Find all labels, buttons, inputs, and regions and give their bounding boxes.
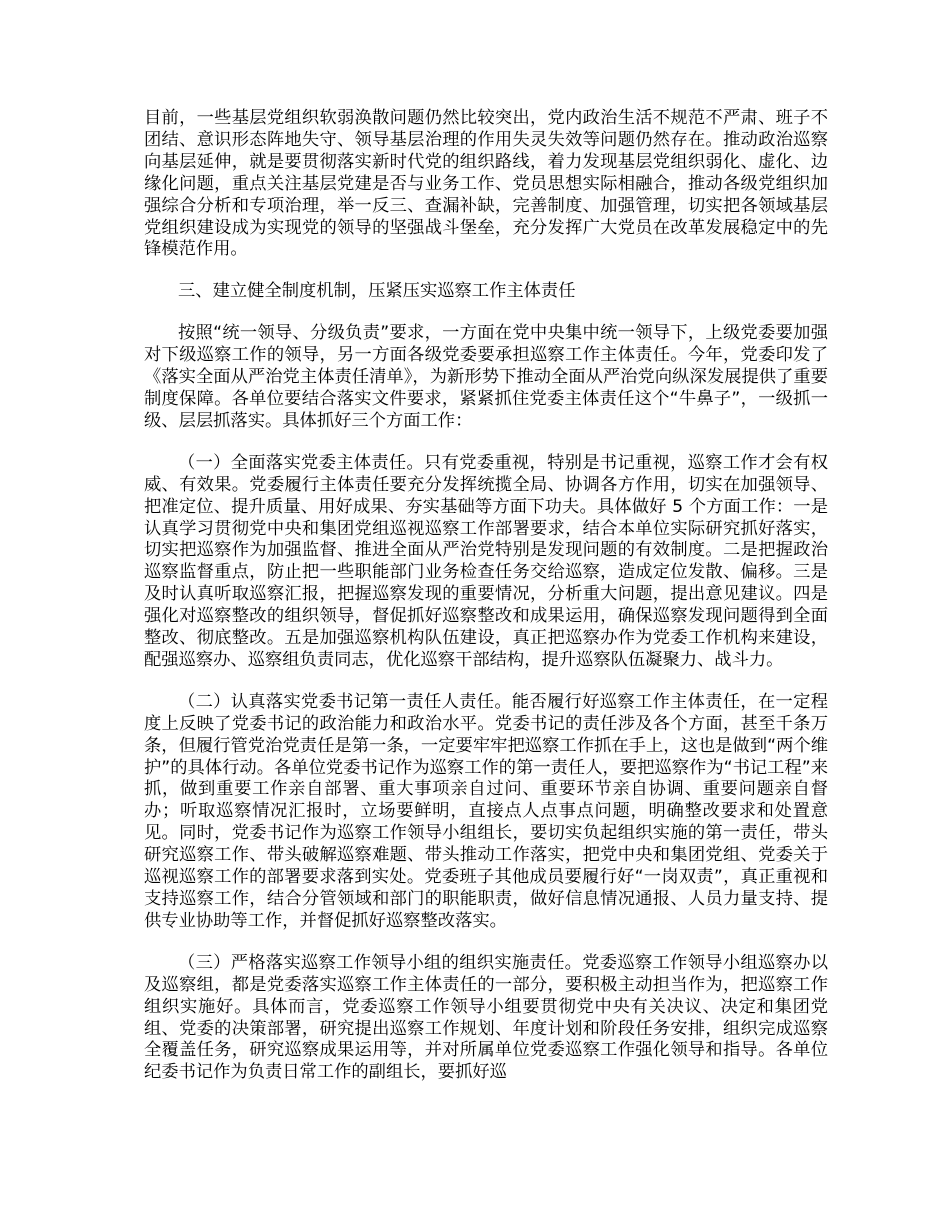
paragraph-item-1: （一）全面落实党委主体责任。只有党委重视，特别是书记重视，巡察工作才会有权威、有效果。党委履行主体责任要充分发挥统揽全局、协调各方作用，切实在加强领导、把准定位、提升质量、用好成果、夯实基础等方面下功夫。具体做好 5 个方面工作：一是认真学习贯彻党中央和集团党组巡视巡察工作部署要求，结合本单位实际研究抓好落实，切实把巡察作为加强监督、推进全面从严治党特别是发现问题的有效制度。二是把握政治巡察监督重点，防止把一些职能部门业务检查任务交给巡察，造成定位发散、偏移。三是及时认真听取巡察汇报，把握巡察发现的重要情况，分析重大问题，提出意见建议。四是强化对巡察整改的组织领导，督促抓好巡察整改和成果运用，确保巡察发现问题得到全面整改、彻底整改。五是加强巡察机构队伍建设，真正把巡察办作为党委工作机构来建设，配强巡察办、巡察组负责同志，优化巡察干部结构，提升巡察队伍凝聚力、战斗力。 <box>144 452 828 670</box>
document-page <box>144 108 828 1104</box>
paragraph-intro: 目前，一些基层党组织软弱涣散问题仍然比较突出，党内政治生活不规范不严肃、班子不团结、意识形态阵地失守、领导基层治理的作用失灵失效等问题仍然存在。推动政治巡察向基层延伸，就是要贯彻落实新时代党的组织路线，着力发现基层党组织弱化、虚化、边缘化问题，重点关注基层党建是否与业务工作、党员思想实际相融合，推动各级党组织加强综合分析和专项治理，举一反三、查漏补缺，完善制度、加强管理，切实把各领域基层党组织建设成为实现党的领导的坚强战斗堡垒，充分发挥广大党员在改革发展稳定中的先锋模范作用。 <box>144 108 828 260</box>
paragraph-item-2: （二）认真落实党委书记第一责任人责任。能否履行好巡察工作主体责任，在一定程度上反映了党委书记的政治能力和政治水平。党委书记的责任涉及各个方面，甚至千条万条，但履行管党治党责任是第一条，一定要牢牢把巡察工作抓在手上，这也是做到“两个维护”的具体行动。各单位党委书记作为巡察工作的第一责任人，要把巡察作为“书记工程”来抓，做到重要工作亲自部署、重大事项亲自过问、重要环节亲自协调、重要问题亲自督办；听取巡察情况汇报时，立场要鲜明，直接点人点事点问题，明确整改要求和处置意见。同时，党委书记作为巡察工作领导小组组长，要切实负起组织实施的第一责任，带头研究巡察工作、带头破解巡察难题、带头推动工作落实，把党中央和集团党组、党委关于巡视巡察工作的部署要求落到实处。党委班子其他成员要履行好“一岗双责”，真正重视和支持巡察工作，结合分管领域和部门的职能职责，做好信息情况通报、人员力量支持、提供专业协助等工作，并督促抓好巡察整改落实。 <box>144 691 828 931</box>
paragraph-item-3: （三）严格落实巡察工作领导小组的组织实施责任。党委巡察工作领导小组巡察办以及巡察组，都是党委落实巡察工作主体责任的一部分，要积极主动担当作为，把巡察工作组织实施好。具体而言，党委巡察工作领导小组要贯彻党中央有关决议、决定和集团党组、党委的决策部署，研究提出巡察工作规划、年度计划和阶段任务安排，组织完成巡察全覆盖任务，研究巡察成果运用等，并对所属单位党委巡察工作强化领导和指导。各单位纪委书记作为负责日常工作的副组长，要抓好巡 <box>144 952 828 1083</box>
section-heading: 三、建立健全制度机制，压紧压实巡察工作主体责任 <box>178 281 576 302</box>
paragraph-requirements: 按照“统一领导、分级负责”要求，一方面在党中央集中统一领导下，上级党委要加强对下级巡察工作的领导，另一方面各级党委要承担巡察工作主体责任。今年，党委印发了《落实全面从严治党主体责任清单》，为新形势下推动全面从严治党向纵深发展提供了重要制度保障。各单位要结合落实文件要求，紧紧抓住党委主体责任这个“牛鼻子”，一级抓一级、层层抓落实。具体抓好三个方面工作： <box>144 323 828 431</box>
